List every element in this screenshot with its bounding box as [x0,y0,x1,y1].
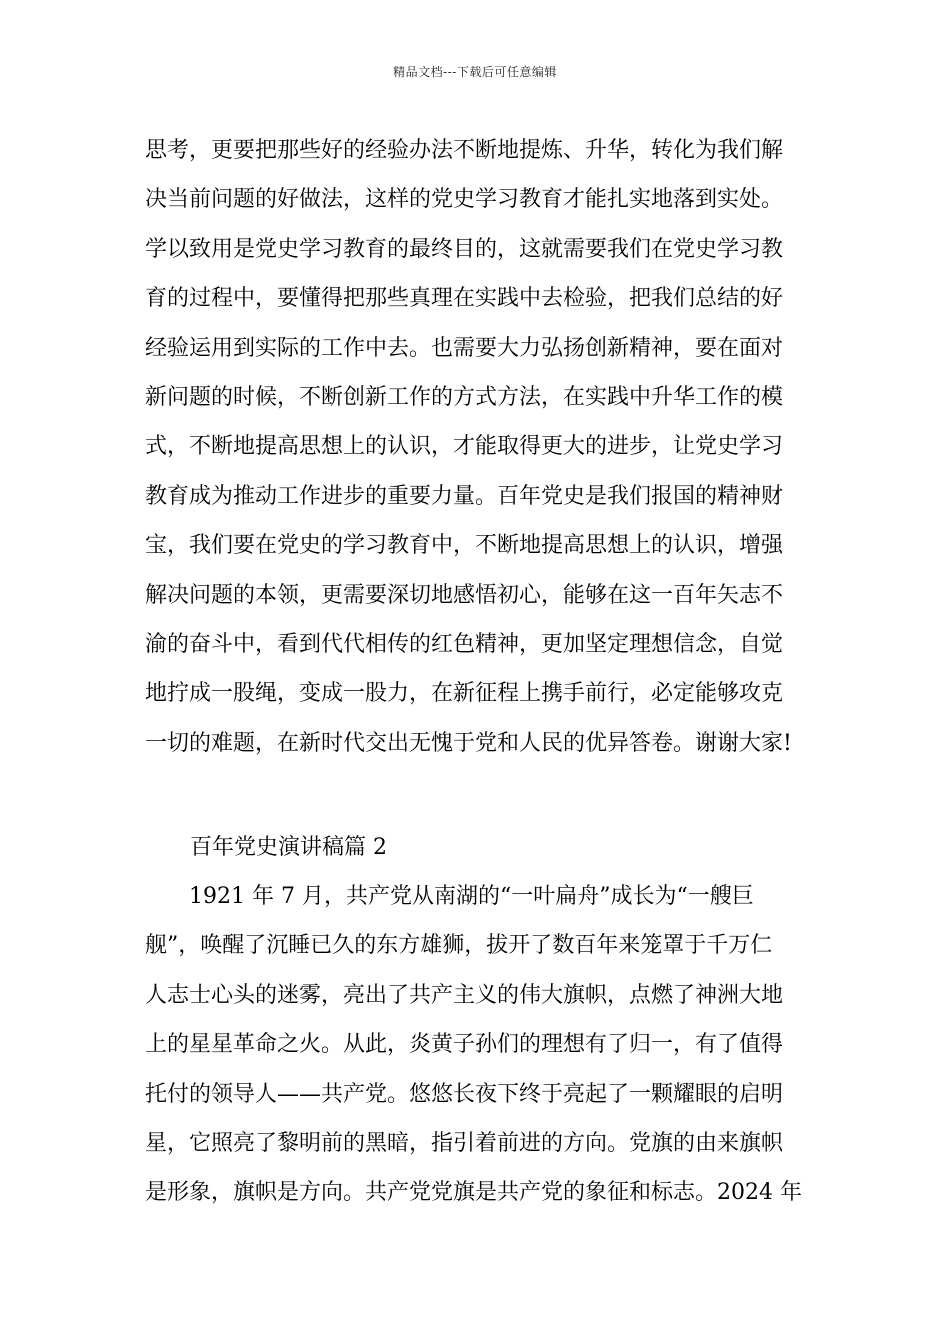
text-line: 托付的领导人——共产党。悠悠长夜下终于亮起了一颗耀眼的启明 [145,1081,784,1107]
text-line: 渝的奋斗中，看到代代相传的红色精神，更加坚定理想信念，自觉 [145,631,784,657]
text-line: 解决问题的本领，更需要深切地感悟初心，能够在这一百年矢志不 [145,582,784,608]
text-line: 新问题的时候，不断创新工作的方式方法，在实践中升华工作的模 [145,384,784,410]
text-line: 地拧成一股绳，变成一股力，在新征程上携手前行，必定能够攻克 [145,681,784,707]
section-title: 百年党史演讲稿篇 2 [190,835,387,860]
text-line: 宝，我们要在党史的学习教育中，不断地提高思想上的认识，增强 [145,533,784,559]
text-line: 决当前问题的好做法，这样的党史学习教育才能扎实地落到实处。 [145,187,784,213]
paragraph-1 [145,126,810,768]
text-line: 星，它照亮了黎明前的黑暗，指引着前进的方向。党旗的由来旗帜 [145,1130,784,1156]
text-line: 上的星星革命之火。从此，炎黄子孙们的理想有了归一，有了值得 [145,1032,784,1058]
text-line: 舰”，唤醒了沉睡已久的东方雄狮，拔开了数百年来笼罩于千万仁 [145,933,773,959]
text-line: 学以致用是党史学习教育的最终目的，这就需要我们在党史学习教 [145,236,784,262]
text-line: 一切的难题，在新时代交出无愧于党和人民的优异答卷。谢谢大家! [145,730,792,756]
text-line: 经验运用到实际的工作中去。也需要大力弘扬创新精神，要在面对 [145,335,784,361]
page-header: 精品文档---下载后可任意编辑 [393,65,557,79]
text-line: 1921 年 7 月，共产党从南湖的“一叶扁舟”成长为“一艘巨 [145,884,754,909]
text-line: 式，不断地提高思想上的认识，才能取得更大的进步，让党史学习 [145,434,784,460]
paragraph-2 [145,872,810,1218]
text-line: 是形象，旗帜是方向。共产党党旗是共产党的象征和标志。2024 年 [145,1180,802,1206]
text-line: 思考，更要把那些好的经验办法不断地提炼、升华，转化为我们解 [145,138,784,163]
text-line: 育的过程中，要懂得把那些真理在实践中去检验，把我们总结的好 [145,286,784,312]
text-line: 教育成为推动工作进步的重要力量。百年党史是我们报国的精神财 [145,483,784,509]
text-line: 人志士心头的迷雾，亮出了共产主义的伟大旗帜，点燃了神洲大地 [145,982,784,1008]
